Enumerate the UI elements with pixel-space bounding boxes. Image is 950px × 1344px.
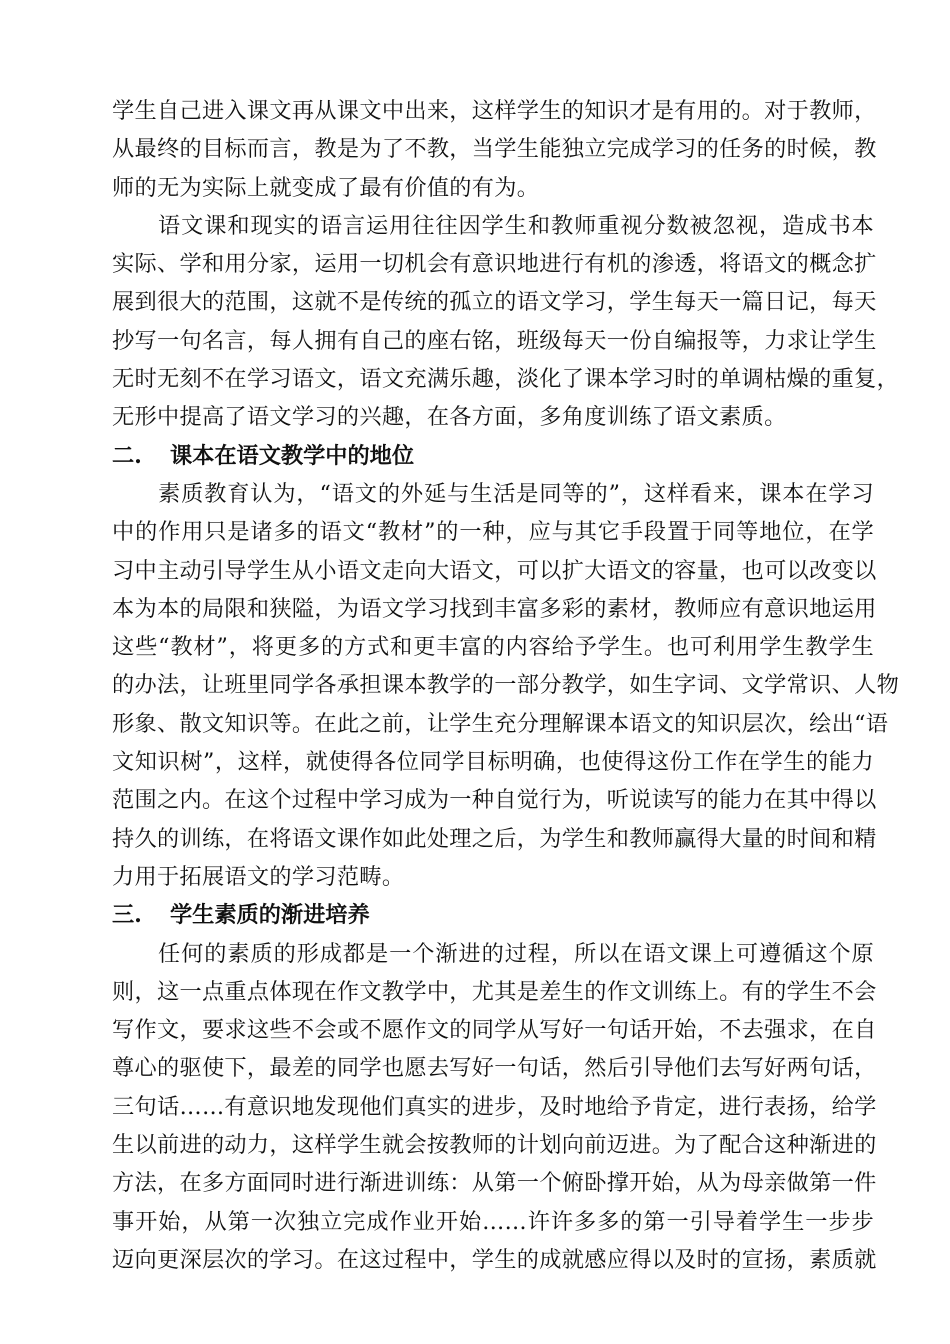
text-line: 素质教育认为，“语文的外延与生活是同等的”，这样看来，课本在学习 xyxy=(158,480,874,507)
text-line: 文知识树”，这样，就使得各位同学目标明确，也使得这份工作在学生的能力 xyxy=(112,749,874,776)
text-line: 师的无为实际上就变成了最有价值的有为。 xyxy=(112,174,540,201)
text-line: 无时无刻不在学习语文，语文充满乐趣，淡化了课本学习时的单调枯燥的重复， xyxy=(112,366,900,393)
text-line: 的办法，让班里同学各承担课本教学的一部分教学，如生字词、文学常识、人物 xyxy=(112,672,900,699)
paragraph-2 xyxy=(112,207,900,437)
section-number: 二. xyxy=(112,442,142,469)
text-line: 尊心的驱使下，最差的同学也愿去写好一句话，然后引导他们去写好两句话， xyxy=(112,1055,877,1082)
text-line: 写作文，要求这些不会或不愿作文的同学从写好一句话开始，不去强求，在自 xyxy=(112,1017,877,1044)
section-title: 学生素质的渐进培养 xyxy=(170,902,370,929)
text-line: 习中主动引导学生从小语文走向大语文，可以扩大语文的容量，也可以改变以 xyxy=(112,557,877,584)
paragraph-1 xyxy=(112,92,877,207)
paragraph-3 xyxy=(112,475,900,896)
text-line: 语文课和现实的语言运用往往因学生和教师重视分数被忽视，造成书本 xyxy=(158,212,874,239)
text-line: 三句话……有意识地发现他们真实的进步，及时地给予肯定，进行表扬，给学 xyxy=(112,1093,877,1120)
text-line: 则，这一点重点体现在作文教学中，尤其是差生的作文训练上。有的学生不会 xyxy=(112,978,877,1005)
text-line: 持久的训练，在将语文课作如此处理之后，为学生和教师赢得大量的时间和精 xyxy=(112,825,877,852)
text-line: 迈向更深层次的学习。在这过程中，学生的成就感应得以及时的宣扬，素质就 xyxy=(112,1246,877,1273)
text-line: 范围之内。在这个过程中学习成为一种自觉行为，听说读写的能力在其中得以 xyxy=(112,787,877,814)
text-line: 展到很大的范围，这就不是传统的孤立的语文学习，学生每天一篇日记，每天 xyxy=(112,289,877,316)
text-line: 本为本的局限和狭隘，为语文学习找到丰富多彩的素材，教师应有意识地运用 xyxy=(112,595,877,622)
text-line: 方法，在多方面同时进行渐进训练：从第一个俯卧撑开始，从为母亲做第一件 xyxy=(112,1170,877,1197)
text-line: 中的作用只是诸多的语文“教材”的一种，应与其它手段置于同等地位，在学 xyxy=(112,519,874,546)
section-title: 课本在语文教学中的地位 xyxy=(170,442,415,469)
text-line: 这些“教材”，将更多的方式和更丰富的内容给予学生。也可利用学生教学生 xyxy=(112,634,874,661)
section-heading-2 xyxy=(112,437,874,475)
text-line: 实际、学和用分家，运用一切机会有意识地进行有机的渗透，将语文的概念扩 xyxy=(112,251,877,278)
text-line: 任何的素质的形成都是一个渐进的过程，所以在语文课上可遵循这个原 xyxy=(158,940,874,967)
text-line: 抄写一句名言，每人拥有自己的座右铭，班级每天一份自编报等，力求让学生 xyxy=(112,327,877,354)
paragraph-4 xyxy=(112,935,877,1280)
section-heading-3 xyxy=(112,896,874,934)
document-page xyxy=(112,92,900,1279)
text-line: 力用于拓展语文的学习范畴。 xyxy=(112,863,405,890)
section-number: 三. xyxy=(112,902,142,929)
text-line: 从最终的目标而言，教是为了不教，当学生能独立完成学习的任务的时候，教 xyxy=(112,136,877,163)
text-line: 形象、散文知识等。在此之前，让学生充分理解课本语文的知识层次，绘出“语 xyxy=(112,710,889,737)
text-line: 无形中提高了语文学习的兴趣，在各方面，多角度训练了语文素质。 xyxy=(112,404,787,431)
text-line: 事开始，从第一次独立完成作业开始……许许多多的第一引导着学生一步步 xyxy=(112,1208,874,1235)
text-line: 学生自己进入课文再从课文中出来，这样学生的知识才是有用的。对于教师， xyxy=(112,98,877,124)
text-line: 生以前进的动力，这样学生就会按教师的计划向前迈进。为了配合这种渐进的 xyxy=(112,1132,877,1159)
